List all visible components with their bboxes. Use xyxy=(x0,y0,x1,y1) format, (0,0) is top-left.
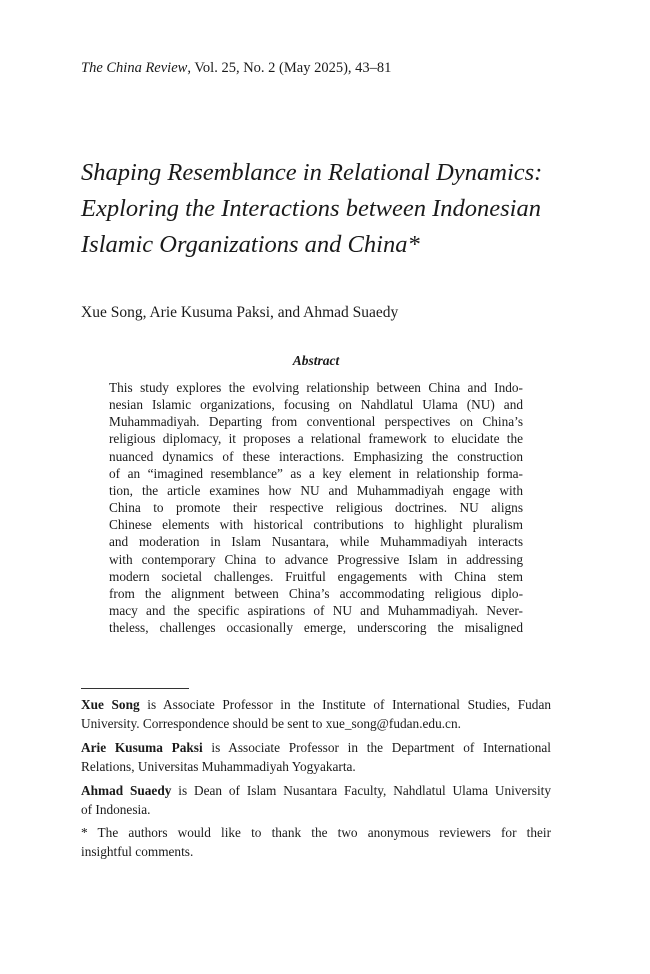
abstract-line: nesian Islamic organizations, focusing on Nahdlatul Ulama (NU) and xyxy=(109,397,523,413)
footnote-author-name: Xue Song xyxy=(81,697,140,712)
footnote-text: is Dean of Islam Nusantara Faculty, Nahdlatul Ulama University xyxy=(171,783,552,798)
abstract-line: Chinese elements with historical contributions to highlight pluralism xyxy=(109,517,523,533)
footnote-author-3 xyxy=(81,781,551,819)
abstract-line: of an “imagined resemblance” as a key element in relationship forma- xyxy=(109,465,523,481)
abstract-line: Muhammadiyah. Departing from conventional perspectives on China’s xyxy=(109,414,523,430)
footnote-author-1 xyxy=(81,695,551,733)
abstract-line: nuanced dynamics of these interactions. Emphasizing the construction xyxy=(109,448,523,464)
footnote-line: Relations, Universitas Muhammadiyah Yogyakarta. xyxy=(81,759,356,774)
footnote-author-name: Ahmad Suaedy xyxy=(81,783,172,798)
footnote-author-name: Arie Kusuma Paksi xyxy=(81,740,203,755)
journal-citation xyxy=(81,58,391,78)
footnote-line xyxy=(81,695,551,714)
author-list: Xue Song, Arie Kusuma Paksi, and Ahmad Suaedy xyxy=(81,304,399,321)
issue-pages: , Vol. 25, No. 2 (May 2025), 43–81 xyxy=(187,60,392,76)
abstract-line: religious diplomacy, it proposes a relational framework to elucidate the xyxy=(109,431,523,447)
title-line: Shaping Resemblance in Relational Dynamics: xyxy=(81,159,543,186)
abstract-line: This study explores the evolving relationship between China and Indo- xyxy=(109,380,523,395)
footnote-divider xyxy=(81,688,189,689)
abstract-body xyxy=(109,379,523,636)
title-line: Exploring the Interactions between Indonesian xyxy=(81,195,541,222)
footnote-line xyxy=(81,781,551,800)
abstract-heading: Abstract xyxy=(292,353,340,368)
footnote-line: of Indonesia. xyxy=(81,802,151,817)
abstract-line: China to promote their respective religious doctrines. NU aligns xyxy=(109,500,523,516)
title-line: Islamic Organizations and China* xyxy=(81,231,420,258)
footnote-line xyxy=(81,738,551,757)
footnote-line: * The authors would like to thank the two anonymous reviewers for their xyxy=(81,825,551,840)
footnote-text: is Associate Professor in the Institute of International Studies, Fudan xyxy=(139,697,552,712)
abstract-line: macy and the specific aspirations of NU and Muhammadiyah. Never- xyxy=(109,603,523,619)
footnote-text: is Associate Professor in the Department of International xyxy=(202,740,551,755)
footnote-author-2 xyxy=(81,738,551,776)
abstract-line: and moderation in Islam Nusantara, while Muhammadiyah interacts xyxy=(109,534,523,550)
footnote-line: University. Correspondence should be sent to xue_song@fudan.edu.cn. xyxy=(81,716,461,731)
abstract-line: modern societal challenges. Fruitful engagements with China stem xyxy=(109,568,523,584)
abstract-line: from the alignment between China’s accommodating religious diplo- xyxy=(109,585,523,601)
footnote-line: insightful comments. xyxy=(81,844,194,859)
abstract-line: tion, the article examines how NU and Muhammadiyah engage with xyxy=(109,482,523,498)
journal-name: The China Review xyxy=(81,60,188,76)
footnote-acknowledgment xyxy=(81,823,551,861)
abstract-line: with contemporary China to advance Progressive Islam in addressing xyxy=(109,551,523,567)
article-title xyxy=(81,155,581,263)
abstract-line: theless, challenges occasionally emerge, underscoring the misaligned xyxy=(109,620,523,636)
